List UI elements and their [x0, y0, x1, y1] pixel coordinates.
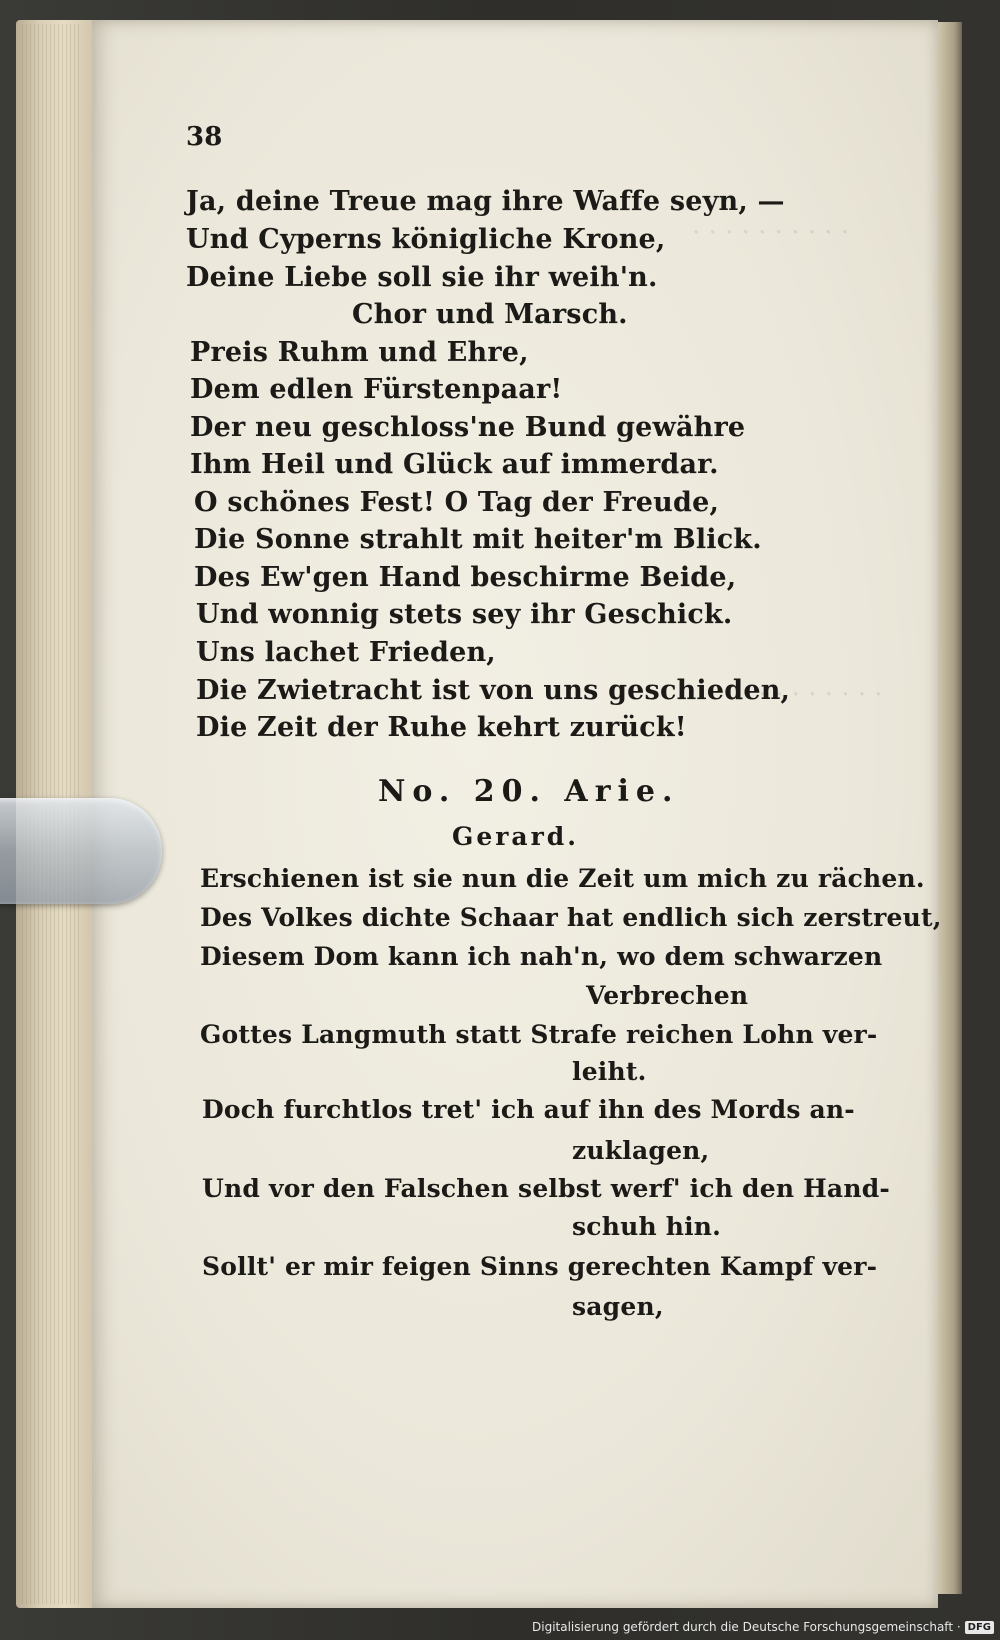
- page-number: 38: [186, 122, 223, 152]
- show-through-text: · · · · · · · · ·: [742, 680, 883, 710]
- verse-line: O schönes Fest! O Tag der Freude,: [194, 487, 720, 518]
- verse-line: Die Sonne strahlt mit heiter'm Blick.: [194, 524, 762, 555]
- character-name: Gerard.: [452, 822, 579, 851]
- show-through-text: · · · · · · · · · ·: [692, 218, 850, 248]
- verse-line: Sollt' er mir feigen Sinns gerechten Kampf ver-: [202, 1252, 878, 1281]
- verse-line: Ja, deine Treue mag ihre Waffe seyn, —: [186, 186, 785, 217]
- verse-line: Ihm Heil und Glück auf immerdar.: [190, 449, 719, 480]
- book-page: [92, 20, 938, 1608]
- verse-line: Die Zwietracht ist von uns geschieden,: [196, 675, 791, 706]
- dfg-logo: DFG: [965, 1621, 994, 1634]
- verse-line: Preis Ruhm und Ehre,: [190, 337, 529, 368]
- verse-line: Deine Liebe soll sie ihr weih'n.: [186, 262, 658, 293]
- facing-page-edge: [938, 22, 962, 1594]
- section-heading: Chor und Marsch.: [352, 299, 628, 330]
- verse-line: Diesem Dom kann ich nah'n, wo dem schwarzen: [200, 942, 883, 971]
- footer-text: Digitalisierung gefördert durch die Deutsche Forschungsgemeinschaft ·: [532, 1620, 961, 1634]
- verse-line-continuation: schuh hin.: [572, 1212, 722, 1241]
- verse-line: Die Zeit der Ruhe kehrt zurück!: [196, 712, 687, 743]
- verse-line: Doch furchtlos tret' ich auf ihn des Mords an-: [202, 1095, 855, 1124]
- verse-line: Und Cyperns königliche Krone,: [186, 224, 666, 255]
- verse-line-continuation: sagen,: [572, 1292, 664, 1321]
- verse-line: Des Ew'gen Hand beschirme Beide,: [194, 562, 737, 593]
- verse-line: Des Volkes dichte Schaar hat endlich sich zerstreut,: [200, 903, 942, 932]
- verse-line: Der neu geschloss'ne Bund gewähre: [190, 412, 746, 443]
- page-holder-clip: [0, 798, 162, 904]
- verse-line: Gottes Langmuth statt Strafe reichen Lohn ver-: [200, 1020, 878, 1049]
- verse-line: Und vor den Falschen selbst werf' ich den Hand-: [202, 1174, 890, 1203]
- verse-line: Und wonnig stets sey ihr Geschick.: [196, 599, 733, 630]
- verse-line: Uns lachet Frieden,: [196, 637, 496, 668]
- footer-credit: [532, 1616, 994, 1638]
- verse-line-continuation: zuklagen,: [572, 1136, 710, 1165]
- verse-line-continuation: leiht.: [572, 1057, 647, 1086]
- verse-line: Dem edlen Fürstenpaar!: [190, 374, 563, 405]
- verse-line-continuation: Verbrechen: [586, 981, 749, 1010]
- verse-line: Erschienen ist sie nun die Zeit um mich zu rächen.: [200, 864, 925, 893]
- number-heading: No. 20. Arie.: [378, 774, 680, 809]
